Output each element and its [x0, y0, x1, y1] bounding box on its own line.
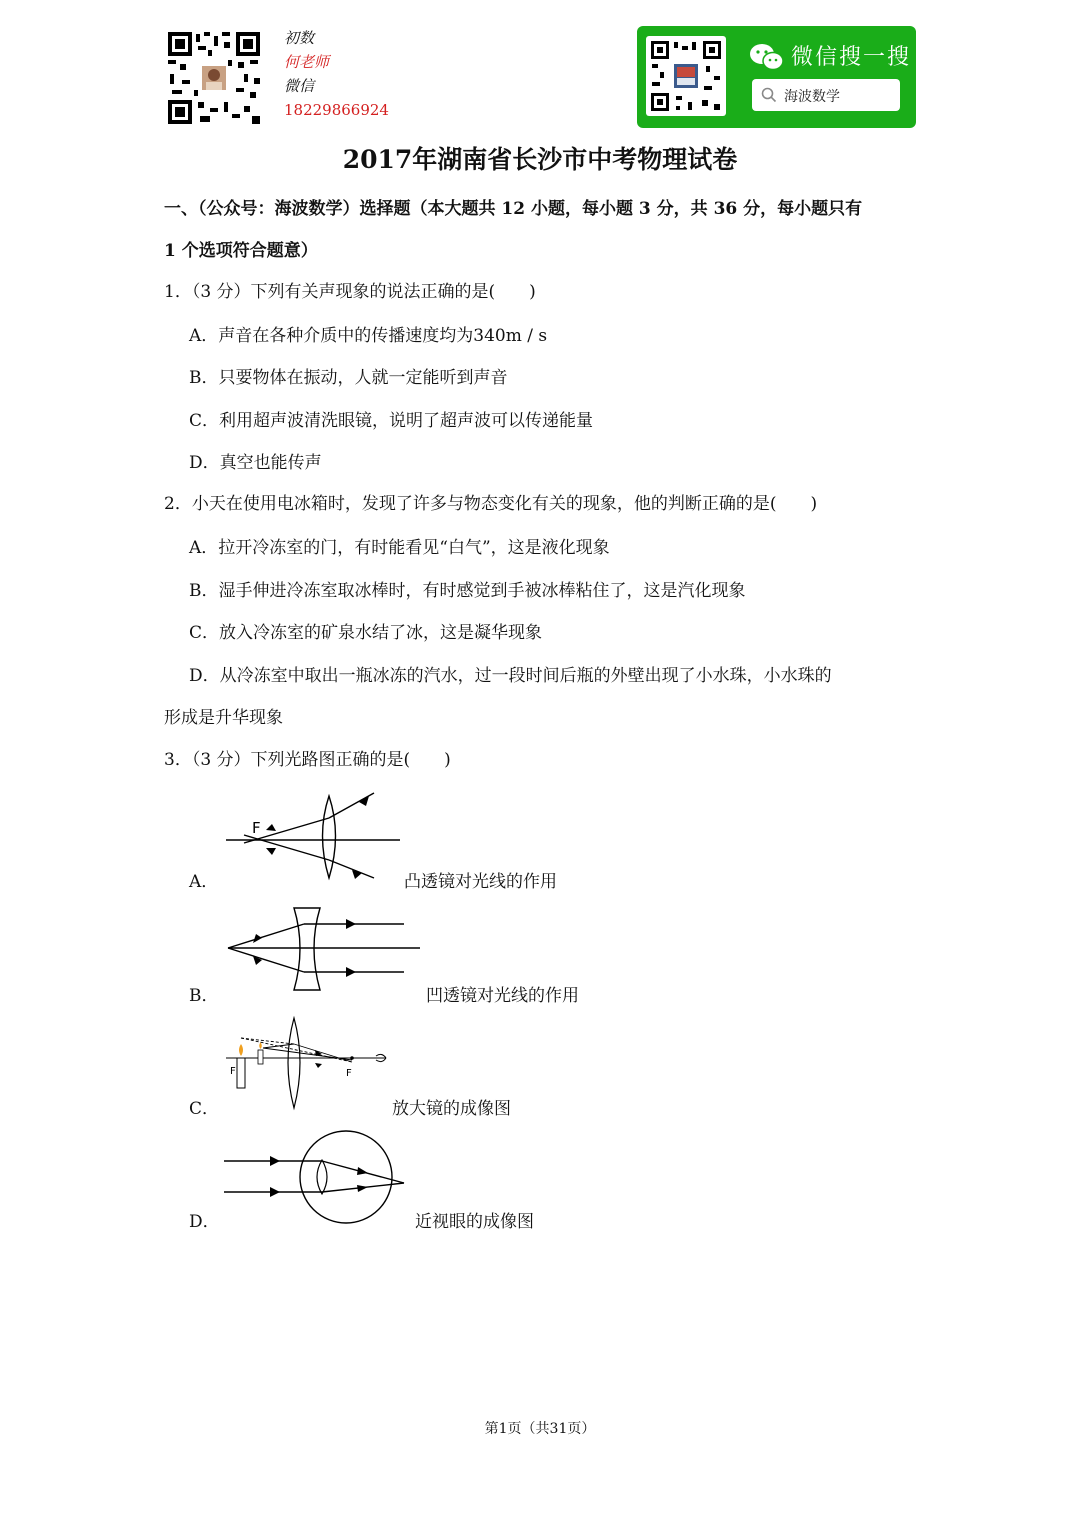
focus-label-f: F	[252, 819, 261, 837]
page-number: 第1页（共31页）	[484, 1421, 596, 1437]
section-heading-line2: 1 个选项符合题意）	[164, 241, 318, 261]
question-2-option-c: C．放入冷冻室的矿泉水结了冰，这是凝华现象	[189, 623, 543, 643]
question-3-option-d-label: D．	[189, 1212, 220, 1232]
myopic-eye-diagram	[222, 1128, 412, 1226]
wechat-logo-icon	[749, 42, 785, 72]
question-3-stem: 3．（3 分）下列光路图正确的是( )	[164, 750, 451, 770]
contact-phone: 18229866924	[284, 101, 389, 119]
focus-label-right: F	[346, 1068, 352, 1079]
question-3-option-c-label: C．	[189, 1099, 220, 1119]
magnifier-diagram	[222, 1014, 392, 1114]
wechat-qr-code	[646, 36, 726, 116]
question-1-option-b: B．只要物体在振动，人就一定能听到声音	[189, 368, 508, 388]
question-3-option-a-label: A．	[189, 872, 219, 892]
teacher-qr-code	[166, 30, 262, 130]
wechat-search-brand: 微信搜一搜	[791, 45, 912, 70]
teacher-contact	[284, 26, 389, 122]
question-2-stem: 2．小天在使用电冰箱时，发现了许多与物态变化有关的现象，他的判断正确的是( )	[164, 494, 818, 514]
question-3-option-b-label: B．	[189, 986, 219, 1006]
question-3-option-c-caption: 放大镜的成像图	[392, 1099, 511, 1119]
search-icon	[761, 87, 777, 103]
exam-title: 2017年湖南省长沙市中考物理试卷	[342, 145, 738, 174]
question-1-stem: 1．（3 分）下列有关声现象的说法正确的是( )	[164, 282, 536, 302]
question-1-option-d: D．真空也能传声	[189, 453, 322, 473]
question-2-option-d-continuation: 形成是升华现象	[164, 708, 283, 728]
question-3-option-a-caption: 凸透镜对光线的作用	[404, 872, 557, 892]
contact-wechat-label: 微信	[284, 77, 315, 95]
section-heading-line1: 一、（公众号：海波数学）选择题（本大题共 12 小题，每小题 3 分，共 36 分，每小题只有	[164, 199, 863, 219]
question-2-option-d: D．从冷冻室中取出一瓶冰冻的汽水，过一段时间后瓶的外壁出现了小水珠，小水珠的	[189, 666, 832, 686]
concave-lens-diagram	[224, 904, 424, 996]
question-2-option-b: B．湿手伸进冷冻室取冰棒时，有时感觉到手被冰棒粘住了，这是汽化现象	[189, 581, 746, 601]
contact-teacher-name: 何老师	[284, 53, 330, 71]
focus-label-left: F	[230, 1066, 236, 1077]
convex-lens-diagram	[224, 790, 404, 882]
question-1-option-a: A．声音在各种介质中的传播速度均为340m / s	[189, 326, 548, 346]
wechat-search-text: 海波数学	[784, 89, 840, 105]
question-1-option-c: C．利用超声波清洗眼镜，说明了超声波可以传递能量	[189, 411, 594, 431]
question-3-option-b-caption: 凹透镜对光线的作用	[426, 986, 579, 1006]
question-2-option-a: A．拉开冷冻室的门，有时能看见“白气”，这是液化现象	[189, 538, 610, 558]
wechat-search-box[interactable]	[752, 79, 900, 111]
wechat-search-card[interactable]	[637, 26, 916, 128]
contact-subject: 初数	[284, 29, 315, 47]
question-3-option-d-caption: 近视眼的成像图	[415, 1212, 534, 1232]
